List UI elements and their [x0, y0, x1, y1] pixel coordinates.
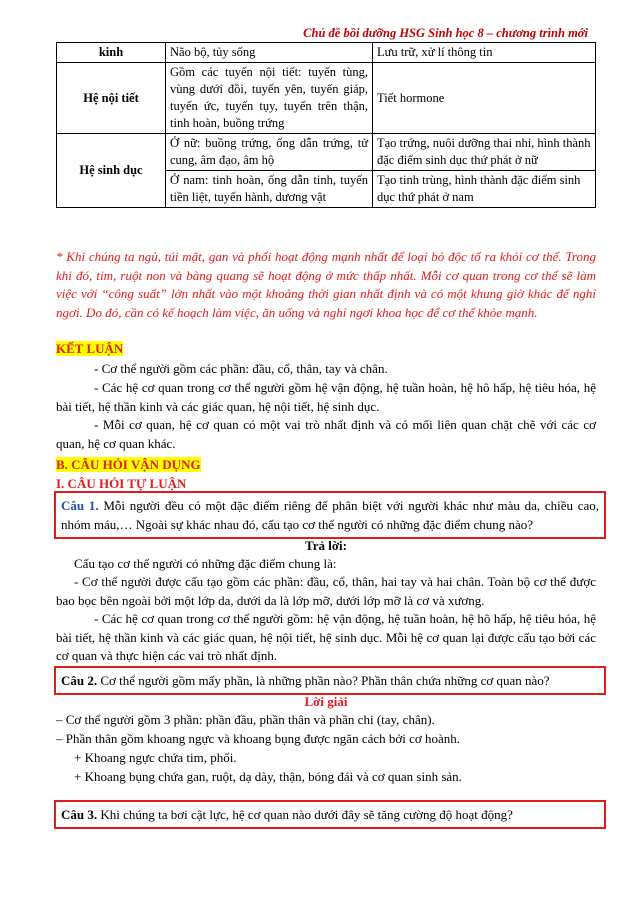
- answer-1-line: Cấu tạo cơ thể người có những đặc điểm chung là:: [74, 556, 337, 571]
- table-row: [57, 63, 596, 134]
- table-cell: Ở nam: tinh hoàn, ống dẫn tinh, tuyến tiền liệt, tuyến hành, dương vật: [166, 171, 373, 208]
- question-1-text: Mỗi người đều có một đặc điểm riêng để phân biệt với người khác như màu da, chiều cao, nhóm máu,… Ngoài sự khác nhau đó, cấu tạo cơ thể người có những đặc điểm chung nào?: [61, 498, 599, 532]
- table-cell: Gồm các tuyến nội tiết: tuyến tùng, vùng dưới đồi, tuyến yên, tuyến giáp, tuyến ức, tuyến tụy, tuyến trên thận, tinh hoàn, buồng trứng: [166, 63, 373, 134]
- conclusion-heading-text: KẾT LUẬN: [56, 341, 124, 356]
- answer-2-line: + Khoang ngực chứa tim, phổi.: [74, 750, 237, 765]
- table-cell: Lưu trữ, xử lí thông tin: [373, 43, 596, 63]
- conclusion-heading: [56, 340, 123, 358]
- answer-2-title: Lời giải: [304, 694, 348, 709]
- table-cell: Ở nữ: buồng trứng, ống dẫn trứng, tử cung, âm đạo, âm hộ: [166, 134, 373, 171]
- question-2-box: [54, 666, 606, 695]
- question-3-label: Câu 3.: [61, 807, 98, 822]
- answer-2-line: – Phần thân gồm khoang ngực và khoang bụng được ngăn cách bởi cơ hoành.: [56, 731, 461, 746]
- question-3-text: Khi chúng ta bơi cật lực, hệ cơ quan nào dưới đây sẽ tăng cường độ hoạt động?: [97, 807, 513, 822]
- table-cell: Tạo trứng, nuôi dưỡng thai nhi, hình thành đặc điểm sinh dục thứ phát ở nữ: [373, 134, 596, 171]
- section-b-heading-text: B. CÂU HỎI VẬN DỤNG: [56, 457, 201, 472]
- conclusion-item: - Các hệ cơ quan trong cơ thể người gồm hệ vận động, hệ tuần hoàn, hệ hô hấp, hệ tiêu hóa, hệ bài tiết, hệ thần kinh và các giác quan, hệ nội tiết, hệ sinh dục.: [56, 380, 596, 414]
- table-cell: Hệ nội tiết: [57, 63, 166, 134]
- table-cell: kinh: [57, 43, 166, 63]
- table-cell: Tiết hormone: [373, 63, 596, 134]
- organ-system-table: [56, 42, 596, 208]
- table-row: [57, 43, 596, 63]
- question-3-box: [54, 800, 606, 829]
- section-b-heading: [56, 456, 201, 474]
- table-cell: Tạo tinh trùng, hình thành đặc điểm sinh dục thứ phát ở nam: [373, 171, 596, 208]
- answer-2-line: + Khoang bụng chứa gan, ruột, dạ dày, thận, bóng đái và cơ quan sinh sản.: [74, 769, 462, 784]
- page-header: Chủ đề bồi dưỡng HSG Sinh học 8 – chương trình mới: [303, 26, 588, 40]
- answer-2-line: – Cơ thể người gồm 3 phần: phần đầu, phần thân và phần chi (tay, chân).: [56, 712, 435, 727]
- table-cell: Hệ sinh dục: [57, 134, 166, 208]
- conclusion-item: - Cơ thể người gồm các phần: đầu, cổ, thân, tay và chân.: [94, 361, 388, 376]
- table-cell: Não bộ, tủy sống: [166, 43, 373, 63]
- question-2-label: Câu 2.: [61, 673, 98, 688]
- section-i-heading: I. CÂU HỎI TỰ LUẬN: [56, 476, 187, 491]
- question-2-text: Cơ thể người gồm mấy phần, là những phần nào? Phần thân chứa những cơ quan nào?: [97, 673, 550, 688]
- question-1-box: [54, 491, 606, 539]
- answer-1-line: - Cơ thể người được cấu tạo gồm các phần: đầu, cổ, thân, hai tay và hai chân. Toàn bộ cơ thể được bao bọc bên ngoài bởi một lớp da, dưới da là lớp mỡ, dưới lớp mỡ là cơ và xương.: [56, 574, 596, 608]
- table-row: [57, 134, 596, 171]
- question-1-label: Câu 1.: [61, 498, 99, 513]
- conclusion-item: - Mỗi cơ quan, hệ cơ quan có một vai trò nhất định và có mối liên quan chặt chẽ với các cơ quan, hệ cơ quan khác.: [56, 417, 596, 451]
- sleep-note: * Khi chúng ta ngủ, túi mật, gan và phổi hoạt động mạnh nhất để loại bỏ độc tố ra khỏi cơ thể. Trong khi đó, tim, ruột non và bàng quang sẽ hoạt động ở mức thấp nhất. Mỗi cơ quan trong cơ thể sẽ làm việc với “công suất” lớn nhất vào một khoảng thời gian nhất định và có một khung giờ khác để nghỉ ngơi. Do đó, cần có kế hoạch làm việc, ăn uống và nghỉ ngơi khoa học để cơ thể khỏe mạnh.: [56, 249, 596, 320]
- answer-1-title: Trả lời:: [305, 538, 347, 553]
- answer-1-line: - Các hệ cơ quan trong cơ thể người gồm: hệ vận động, hệ tuần hoàn, hệ hô hấp, hệ tiêu hóa, hệ bài tiết, hệ thần kinh và các giác quan, hệ nội tiết, hệ sinh dục. Mỗi hệ cơ quan lại được cấu tạo bởi các cơ quan và thực hiện các vai trò nhất định.: [56, 611, 596, 663]
